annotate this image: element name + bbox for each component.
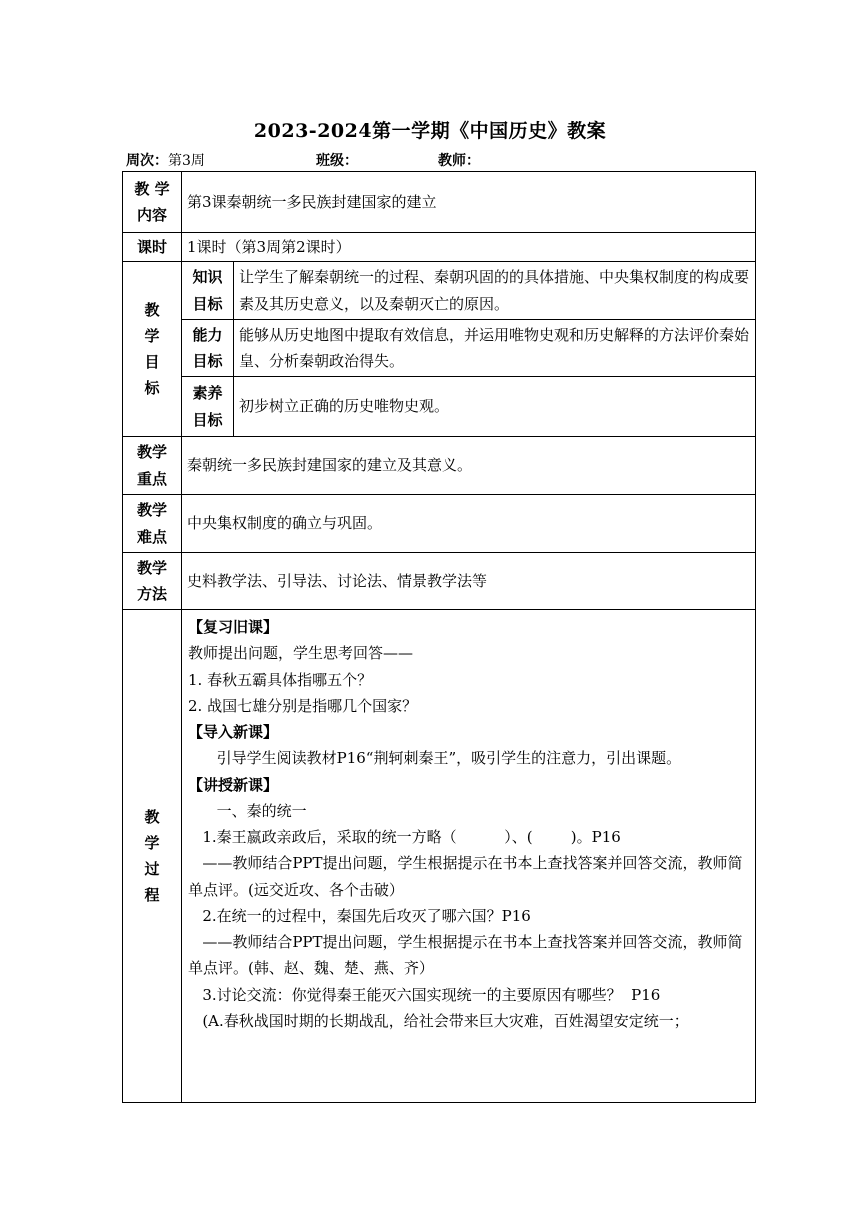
goals-label: 教 学 目 标 [123,262,182,437]
row-process [123,610,756,1103]
goal-knowledge-label: 知识 目标 [182,262,234,320]
process-line: 1.秦王嬴政亲政后，采取的统一方略（ ）、( )。P16 [188,828,621,846]
process-line: ——教师结合PPT提出问题，学生根据提示在书本上查找答案并回答交流，教师简单点评。(远交近攻、各个击破） [188,854,743,899]
process-line: 1. 春秋五霸具体指哪五个？ [188,670,373,689]
process-line: 【复习旧课】 [188,618,279,636]
class-label: 班级： [316,153,358,169]
lesson-plan-table [122,171,756,1103]
key-value: 秦朝统一多民族封建国家的建立及其意义。 [182,437,756,495]
process-line: 教师提出问题，学生思考回答—— [188,644,414,663]
row-key [123,437,756,495]
row-hours [123,233,756,262]
week-field [126,150,205,170]
page-title: 2023-2024第一学期《中国历史》教案 [253,120,607,142]
row-content [123,172,756,233]
row-goal-knowledge [123,262,756,320]
process-content [182,610,756,1103]
process-line: 引导学生阅读教材P16“荆轲刺秦王”，吸引学生的注意力，引出课题。 [188,749,682,768]
method-label: 教学 方法 [123,553,182,610]
process-line: (A.春秋战国时期的长期战乱，给社会带来巨大灾难，百姓渴望安定统一； [188,1011,689,1030]
week-value: 第3周 [168,153,205,169]
process-label: 教 学 过 程 [123,610,182,1103]
row-goal-ability [123,320,756,377]
content-value: 第3课秦朝统一多民族封建国家的建立 [182,172,756,233]
teacher-label: 教师： [438,153,480,169]
goal-literacy-value: 初步树立正确的历史唯物史观。 [234,377,756,437]
week-label: 周次： [126,153,168,169]
process-line: ——教师结合PPT提出问题，学生根据提示在书本上查找答案并回答交流，教师简单点评。(韩、赵、魏、楚、燕、齐） [188,933,743,978]
difficulty-label: 教学 难点 [123,495,182,553]
process-line: 2.在统一的过程中，秦国先后攻灭了哪六国？P16 [188,906,531,925]
content-label: 教 学 内容 [123,172,182,233]
header-meta [126,150,766,170]
goal-literacy-label: 素养 目标 [182,377,234,437]
hours-label: 课时 [123,233,182,262]
process-line: 3.讨论交流：你觉得秦王能灭六国实现统一的主要原因有哪些？ P16 [188,985,661,1004]
process-line: 【导入新课】 [188,723,279,741]
process-line: 一、秦的统一 [188,801,307,820]
row-difficulty [123,495,756,553]
hours-value: 1课时（第3周第2课时） [182,233,756,262]
goal-ability-label: 能力 目标 [182,320,234,377]
process-line: 【讲授新课】 [188,775,279,794]
process-line: 2. 战国七雄分别是指哪几个国家？ [188,696,418,715]
goal-ability-value: 能够从历史地图中提取有效信息，并运用唯物史观和历史解释的方法评价秦始皇、分析秦朝政治得失。 [234,320,756,377]
key-label: 教学 重点 [123,437,182,495]
difficulty-value: 中央集权制度的确立与巩固。 [182,495,756,553]
goal-knowledge-value: 让学生了解秦朝统一的过程、秦朝巩固的的具体措施、中央集权制度的构成要素及其历史意义，以及秦朝灭亡的原因。 [234,262,756,320]
method-value: 史料教学法、引导法、讨论法、情景教学法等 [182,553,756,610]
row-goal-literacy [123,377,756,437]
row-method [123,553,756,610]
